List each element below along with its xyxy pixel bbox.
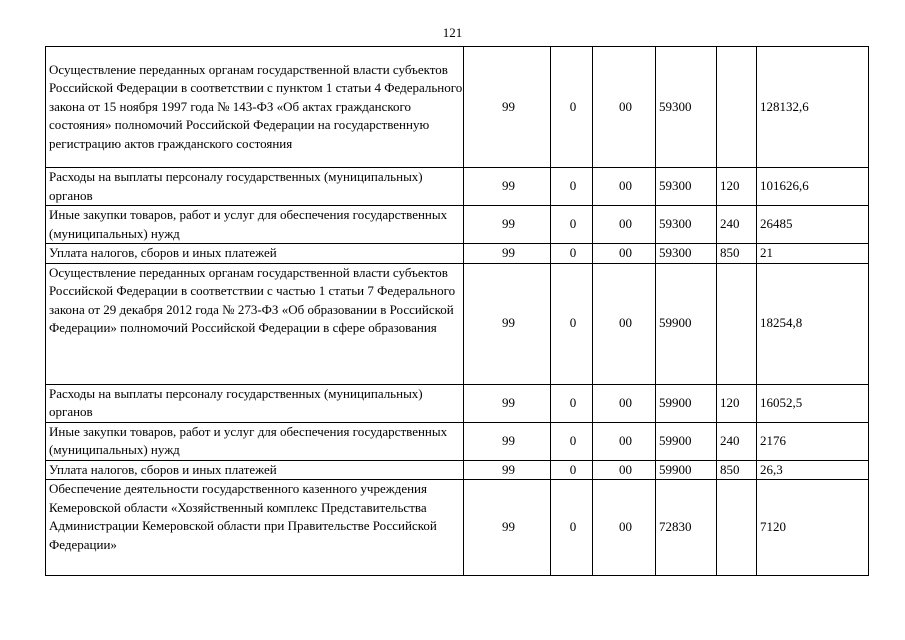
table-row <box>46 244 869 264</box>
row-description: Осуществление переданных органам государственной власти субъектов Российской Федерации в соответствии с пунктом 1 статьи 4 Федерального закона от 15 ноября 1997 года № 143-ФЗ «Об актах гражданского состояния» полномочий Российской Федерации на государственную регистрацию актов гражданского состояния <box>46 47 464 168</box>
expense-type: 240 <box>717 206 757 244</box>
program-code: 99 <box>464 244 551 264</box>
amount: 26485 <box>757 206 869 244</box>
amount: 128132,6 <box>757 47 869 168</box>
table-row <box>46 422 869 460</box>
program-code: 99 <box>464 480 551 576</box>
expense-type <box>717 47 757 168</box>
direction-code: 00 <box>593 263 656 384</box>
subprogram-code: 0 <box>551 263 593 384</box>
program-code: 99 <box>464 384 551 422</box>
table-row <box>46 206 869 244</box>
program-code: 99 <box>464 263 551 384</box>
amount: 18254,8 <box>757 263 869 384</box>
direction-code: 00 <box>593 47 656 168</box>
expense-type: 850 <box>717 244 757 264</box>
expense-code: 59900 <box>656 263 717 384</box>
expense-code: 59900 <box>656 384 717 422</box>
row-description: Расходы на выплаты персоналу государственных (муниципальных) органов <box>46 168 464 206</box>
expense-type <box>717 480 757 576</box>
subprogram-code: 0 <box>551 460 593 480</box>
expense-type <box>717 263 757 384</box>
amount: 16052,5 <box>757 384 869 422</box>
table-row <box>46 480 869 576</box>
subprogram-code: 0 <box>551 480 593 576</box>
expense-code: 59900 <box>656 460 717 480</box>
row-description: Иные закупки товаров, работ и услуг для обеспечения государственных (муниципальных) нужд <box>46 206 464 244</box>
expense-type: 120 <box>717 168 757 206</box>
row-description: Иные закупки товаров, работ и услуг для обеспечения государственных (муниципальных) нужд <box>46 422 464 460</box>
expense-code: 59300 <box>656 47 717 168</box>
program-code: 99 <box>464 168 551 206</box>
direction-code: 00 <box>593 422 656 460</box>
subprogram-code: 0 <box>551 47 593 168</box>
direction-code: 00 <box>593 206 656 244</box>
subprogram-code: 0 <box>551 206 593 244</box>
direction-code: 00 <box>593 244 656 264</box>
subprogram-code: 0 <box>551 422 593 460</box>
expense-code: 59300 <box>656 244 717 264</box>
program-code: 99 <box>464 47 551 168</box>
expense-code: 72830 <box>656 480 717 576</box>
amount: 2176 <box>757 422 869 460</box>
expense-type: 120 <box>717 384 757 422</box>
row-description: Обеспечение деятельности государственного казенного учреждения Кемеровской области «Хозяйственный комплекс Представительства Администрации Кемеровской области при Правительстве Российской Федерации» <box>46 480 464 576</box>
amount: 7120 <box>757 480 869 576</box>
row-description: Расходы на выплаты персоналу государственных (муниципальных) органов <box>46 384 464 422</box>
program-code: 99 <box>464 460 551 480</box>
program-code: 99 <box>464 422 551 460</box>
subprogram-code: 0 <box>551 168 593 206</box>
expense-code: 59300 <box>656 168 717 206</box>
subprogram-code: 0 <box>551 244 593 264</box>
subprogram-code: 0 <box>551 384 593 422</box>
direction-code: 00 <box>593 384 656 422</box>
table-row <box>46 384 869 422</box>
row-description: Осуществление переданных органам государственной власти субъектов Российской Федерации в соответствии с частью 1 статьи 7 Федерального закона от 29 декабря 2012 года № 273-ФЗ «Об образовании в Российской Федерации» полномочий Российской Федерации в сфере образования <box>46 263 464 384</box>
expense-type: 850 <box>717 460 757 480</box>
budget-table <box>45 46 869 576</box>
expense-code: 59300 <box>656 206 717 244</box>
program-code: 99 <box>464 206 551 244</box>
amount: 101626,6 <box>757 168 869 206</box>
row-description: Уплата налогов, сборов и иных платежей <box>46 244 464 264</box>
expense-type: 240 <box>717 422 757 460</box>
table-row <box>46 168 869 206</box>
table-row <box>46 460 869 480</box>
direction-code: 00 <box>593 460 656 480</box>
direction-code: 00 <box>593 168 656 206</box>
row-description: Уплата налогов, сборов и иных платежей <box>46 460 464 480</box>
amount: 21 <box>757 244 869 264</box>
amount: 26,3 <box>757 460 869 480</box>
page-number: 121 <box>442 25 463 40</box>
table-row <box>46 263 869 384</box>
expense-code: 59900 <box>656 422 717 460</box>
table-row <box>46 47 869 168</box>
direction-code: 00 <box>593 480 656 576</box>
